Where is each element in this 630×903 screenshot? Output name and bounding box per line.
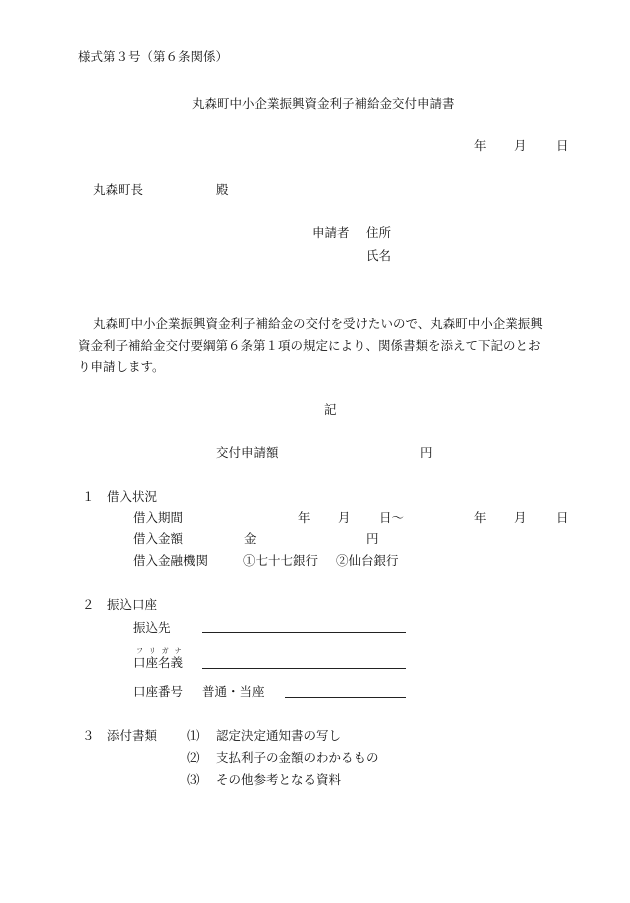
borrowing-amount-prefix: 金 bbox=[244, 531, 257, 546]
section-number: ３ bbox=[82, 728, 95, 743]
account-type: 普通・当座 bbox=[202, 684, 265, 699]
period-end-year: 年 bbox=[474, 510, 487, 525]
institution-label: 借入金融機関 bbox=[133, 553, 209, 568]
section-title: 借入状況 bbox=[107, 489, 158, 504]
applicant-name-label: 氏名 bbox=[366, 248, 392, 263]
attachment-item: 支払利子の金額のわかるもの bbox=[216, 750, 379, 765]
body-line: 資金利子補給金交付要綱第６条第１項の規定により、関係書類を添えて下記のとお bbox=[78, 338, 541, 353]
ki-heading: 記 bbox=[324, 402, 337, 417]
institution-option-77-bank: ①七十七銀行 bbox=[243, 553, 319, 568]
account-holder-label: 口座名義 bbox=[133, 655, 184, 670]
addressee-honorific: 殿 bbox=[216, 182, 229, 197]
document-title: 丸森町中小企業振興資金利子補給金交付申請書 bbox=[192, 96, 455, 111]
attachment-item: その他参考となる資料 bbox=[216, 772, 342, 787]
requested-amount-label: 交付申請額 bbox=[216, 445, 279, 460]
period-start-month: 月 bbox=[338, 510, 351, 525]
attachment-marker: ⑶ bbox=[187, 772, 200, 787]
date-year: 年 bbox=[474, 138, 487, 153]
section-title: 振込口座 bbox=[107, 597, 158, 612]
requested-amount-unit: 円 bbox=[420, 445, 433, 460]
period-start-day: 日〜 bbox=[379, 510, 405, 525]
attachment-item: 認定決定通知書の写し bbox=[216, 728, 342, 743]
period-end-day: 日 bbox=[556, 510, 569, 525]
date-month: 月 bbox=[514, 138, 527, 153]
body-line: り申請します。 bbox=[78, 359, 165, 374]
borrowing-period-label: 借入期間 bbox=[133, 510, 184, 525]
attachment-marker: ⑴ bbox=[187, 728, 200, 743]
body-line: 丸森町中小企業振興資金利子補給金の交付を受けたいので、丸森町中小企業振興 bbox=[93, 316, 543, 331]
form-number: 様式第３号（第６条関係） bbox=[78, 49, 229, 64]
account-holder-line bbox=[202, 668, 406, 669]
date-day: 日 bbox=[556, 138, 569, 153]
account-holder-furigana: フリガナ bbox=[136, 647, 188, 655]
addressee-name: 丸森町長 bbox=[93, 182, 144, 197]
account-number-label: 口座番号 bbox=[133, 684, 184, 699]
institution-option-sendai-bank: ②仙台銀行 bbox=[336, 553, 399, 568]
borrowing-amount-unit: 円 bbox=[366, 531, 379, 546]
transfer-destination-line bbox=[202, 632, 406, 633]
applicant-address-label: 住所 bbox=[366, 225, 392, 240]
section-title: 添付書類 bbox=[107, 728, 158, 743]
attachment-marker: ⑵ bbox=[187, 750, 200, 765]
section-number: １ bbox=[82, 489, 95, 504]
account-number-line bbox=[285, 697, 406, 698]
section-number: ２ bbox=[82, 597, 95, 612]
borrowing-amount-label: 借入金額 bbox=[133, 531, 184, 546]
applicant-label: 申請者 bbox=[312, 225, 350, 240]
period-end-month: 月 bbox=[514, 510, 527, 525]
transfer-destination-label: 振込先 bbox=[133, 620, 171, 635]
period-start-year: 年 bbox=[298, 510, 311, 525]
